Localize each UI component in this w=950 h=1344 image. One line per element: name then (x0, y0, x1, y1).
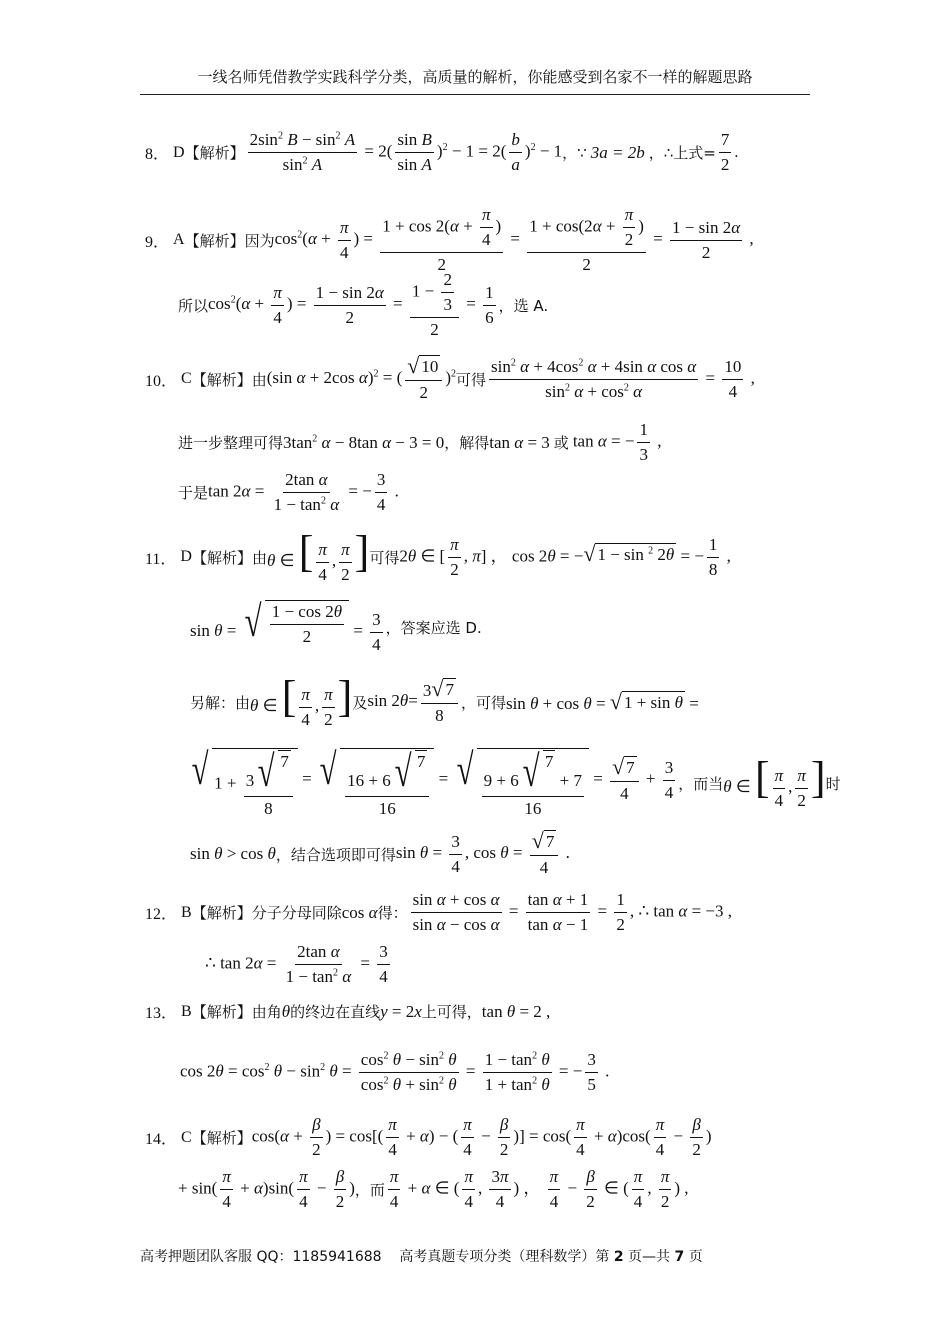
q13-line-2 (180, 1050, 609, 1095)
q13-text: 由角 (251, 1003, 282, 1021)
q13-theta: θ (281, 1001, 291, 1021)
q11-formula-10: sin θ = $\frac{3}{4}$ , cos θ = √ 7 4 . (395, 828, 570, 877)
footer-middle: 高考真题专项分类（理科数学）第 (399, 1249, 610, 1265)
q10-further: 进一步整理可得 (178, 434, 284, 452)
footer-end: 页 (688, 1249, 703, 1265)
q10-line-3 (178, 470, 399, 515)
q12-formula-1: $\frac{\text{sin α + cos α}}{\text{sin α − cos α}}$ = $\frac{\text{tan α + 1}}{\text{tan α − 1}}$ = $\frac{1}{2}$ , ∴ tan α = −3 , (412, 890, 733, 934)
q11-from: 由 (252, 548, 268, 567)
page-header: 一线名师凭借教学实践科学分类，高质量的解析，你能感受到名家不一样的解题思路 (197, 68, 753, 86)
q13-answer: B (181, 1002, 192, 1020)
q14-line-1 (145, 1115, 711, 1160)
q10-formula-5: tan α = − $\frac{1}{3}$ , (572, 420, 662, 464)
q11-line-3 (190, 672, 699, 730)
q11-line-5 (190, 830, 570, 878)
q10-line-2 (178, 420, 661, 465)
q12-line-1 (145, 890, 732, 935)
q12-formula-2: ∴ tan 2α = $\frac{\text{2tan α}}{1 - \tan^2 \alpha}$ = $\frac{3}{4}$ (205, 942, 388, 986)
q10-formula-3: $3\tan^2$ α − 8tan α − 3 = 0 (283, 432, 445, 452)
q11-answer: D (180, 548, 192, 566)
q10-get: 可得 (456, 370, 487, 389)
q13-text2: 的终边在直线 (290, 1003, 381, 1021)
q11-line-1 (145, 527, 731, 585)
q10-answer: C (181, 370, 192, 387)
q11-combine: ，结合选项即可得 (275, 845, 396, 864)
footer-sep: 页—共 (628, 1249, 671, 1265)
q9-tag: 【解析】 (184, 231, 245, 250)
q10-formula-2: $\frac{\sin^2 \alpha + 4\cos^2 \alpha + 4\sin \alpha \cos \alpha}{\sin^2 \alpha + \cos^2 \alpha}$ = $\frac{10}{4}$ , (491, 356, 755, 401)
q12-answer: B (181, 903, 192, 921)
q14-number: 14． (145, 1131, 178, 1148)
q8-formula: $\frac{2\sin^2 B - \sin^2 A}{\sin^2 A}$ = 2( $\frac{\text{sin B}}{\text{sin A}}$ )$^2$ − 1 = 2( $\frac{b}{a}$ )$^2$ − 1 (249, 130, 563, 174)
q11-and: 及 (352, 693, 368, 712)
q10-number: 10． (145, 372, 178, 390)
header-rule (140, 94, 810, 95)
q8-given: ，∵ (562, 144, 587, 162)
q10-line-1 (145, 355, 755, 403)
footer-left: 高考押题团队客服 QQ：1185941688 (140, 1249, 382, 1265)
q12-line-2 (205, 942, 393, 987)
q11-tag: 【解析】 (191, 548, 252, 567)
q13-line-eq: y = 2x (380, 1001, 422, 1021)
q11-time: 时 (825, 775, 841, 793)
q9-choose: ，选 A. (498, 296, 549, 315)
q11-formula-3: sin θ = √ $\frac{1 - \cos 2\theta}{2}$ = $\frac{3}{4}$ (190, 597, 381, 654)
q9-because: 因为 (244, 231, 275, 250)
q11-line-4 (188, 745, 841, 819)
q11-formula-5: sin 2θ= 3 √ 7 8 (367, 678, 461, 726)
q8-end: . (734, 143, 739, 161)
q11-formula-9: sin θ > cos θ (190, 844, 276, 863)
q12-text: 分子分母同除 (251, 904, 342, 922)
q10-formula-1: (sin α + 2cos α)$^2$ = ( √ 10 2 )$^2$ (266, 353, 457, 402)
q14-line-2 (178, 1167, 689, 1212)
q9-formula-1: $\cos^2(\alpha$ + $\frac{\pi}{4}$ ) = 1 + cos 2(α + $\frac{\pi}{4}$ ) 2 = 1 + cos(2α + $\frac{\pi}{2}$ ) 2 = $\frac{1 - \sin 2\alpha}{2}$ , (274, 205, 754, 274)
q10-solve: ，解得 (444, 434, 490, 452)
q11-formula-2: 2θ ∈ [ $\frac{\pi}{2}$ , π] ， cos 2θ = − √ 1 − sin $^2$ 2θ = − $\frac{1}{8}$ , (399, 534, 731, 579)
q9-number: 9． (145, 233, 170, 251)
q13-tan: tan θ = 2 , (481, 1001, 551, 1021)
q11-when: ，而当 (678, 775, 724, 793)
q13-line-1 (145, 1000, 550, 1023)
q14-answer: C (181, 1128, 192, 1146)
q11-formula-4: θ ∈ [ $\frac{\pi}{4}$ , $\frac{\pi}{2}$ ] (250, 672, 353, 729)
footer-page: 2 (613, 1249, 624, 1265)
q11-line-2 (190, 597, 482, 655)
q14-formula-3: $\frac{\pi}{4}$ + α ∈ ( $\frac{\pi}{4}$ , $\frac{3\pi}{4}$ ) ， $\frac{\pi}{4}$ − $\frac{\beta}{2}$ ∈ ( $\frac{\pi}{4}$ , $\frac{\pi}{2}$ ) , (389, 1167, 689, 1211)
q11-formula-8: θ ∈ [ $\frac{\pi}{4}$ , $\frac{\pi}{2}$ ] (723, 753, 826, 810)
q11-formula-1: θ ∈ [ $\frac{\pi}{4}$ , $\frac{\pi}{2}$ ] (267, 527, 370, 584)
footer-total: 7 (674, 1249, 685, 1265)
q8-tag: 【解析】 (184, 144, 245, 162)
q14-and: ，而 (354, 1181, 385, 1199)
q11-formula-7: √ 1 + 3 √ 7 8 = √ 16 + 6 √ 7 16 = √ 9 + 6 √ 7 + 7 16 = √ 7 4 + $\frac{3}{4}$ (191, 745, 674, 818)
q12-number: 12． (145, 906, 178, 923)
q12-cos: cos α (341, 902, 378, 922)
q12-get: 得： (377, 904, 408, 922)
q8-line: 8． D 【解析】 $\frac{2\sin^2 B - \sin^2 A}{\sin^2 A}$ = 2( $\frac{\text{sin B}}{\text{sin A}}$ )$^2$ − 1 = 2( $\frac{b}{a}$ )$^2$ − 1 ，∵ 3a = 2b ，∴上式= $\frac{7}{2}$ . (145, 130, 739, 174)
q10-formula-4: tan α = 3 (489, 432, 550, 452)
q11-get: 可得 (369, 548, 400, 567)
q12-tag: 【解析】 (191, 904, 252, 922)
q13-tag: 【解析】 (191, 1003, 252, 1021)
q9-line-2 (178, 270, 548, 340)
q8-cond: 3a = 2b (590, 142, 645, 162)
q14-tag: 【解析】 (191, 1129, 252, 1147)
q10-thus: 于是 (178, 484, 209, 502)
page-footer (140, 1246, 703, 1266)
q11-number: 11． (145, 550, 177, 568)
q10-tag: 【解析】 (191, 370, 252, 389)
q9-line-1 (145, 205, 754, 275)
q13-number: 13． (145, 1005, 178, 1022)
q11-ans: ，答案应选 D. (385, 618, 482, 637)
q14-formula-1: cos(α + $\frac{\beta}{2}$ ) = cos[( $\frac{\pi}{4}$ + α) − ( $\frac{\pi}{4}$ − $\frac{\beta}{2}$ )] = cos( $\frac{\pi}{4}$ + α)cos( $\frac{\pi}{4}$ − $\frac{\beta}{2}$ ) (251, 1115, 712, 1159)
q9-so: 所以 (178, 296, 209, 315)
q13-formula: $\cos 2\theta = \cos^2 \theta - \sin^2 \theta$ = $\frac{\cos^2 \theta - \sin^2 \theta}{\cos^2 \theta + \sin^2 \theta}$ = $\frac{1 - \tan^2 \theta}{1 + \tan^2 \theta}$ = − $\frac{3}{5}$ . (180, 1050, 610, 1094)
q9-formula-2: $\cos^2(\alpha$ + $\frac{\pi}{4}$ ) = $\frac{1 - \sin 2\alpha}{2}$ = 1 − $\frac{2}{3}$ 2 = $\frac{1}{6}$ (208, 270, 494, 339)
q8-answer: D (173, 143, 185, 161)
q9-answer: A (173, 231, 185, 248)
q8-number: 8． (145, 146, 170, 163)
q13-text3: 上可得， (421, 1003, 482, 1021)
q11-get2: ，可得 (460, 693, 506, 712)
q10-from: 由 (251, 370, 267, 389)
q8-so: ，∴上式= (648, 144, 716, 162)
q14-formula-2: + sin( $\frac{\pi}{4}$ + α)sin( $\frac{\pi}{4}$ − $\frac{\beta}{2}$ ) (178, 1167, 355, 1211)
q10-or: 或 (553, 434, 569, 452)
q10-formula-6: tan 2α = $\frac{\text{2tan α}}{1 - \tan^2 \alpha}$ = − $\frac{3}{4}$ . (208, 470, 399, 514)
q11-alt: 另解：由 (190, 693, 251, 712)
q11-formula-6: sin θ + cos θ = √ 1 + sin θ = (505, 688, 699, 714)
